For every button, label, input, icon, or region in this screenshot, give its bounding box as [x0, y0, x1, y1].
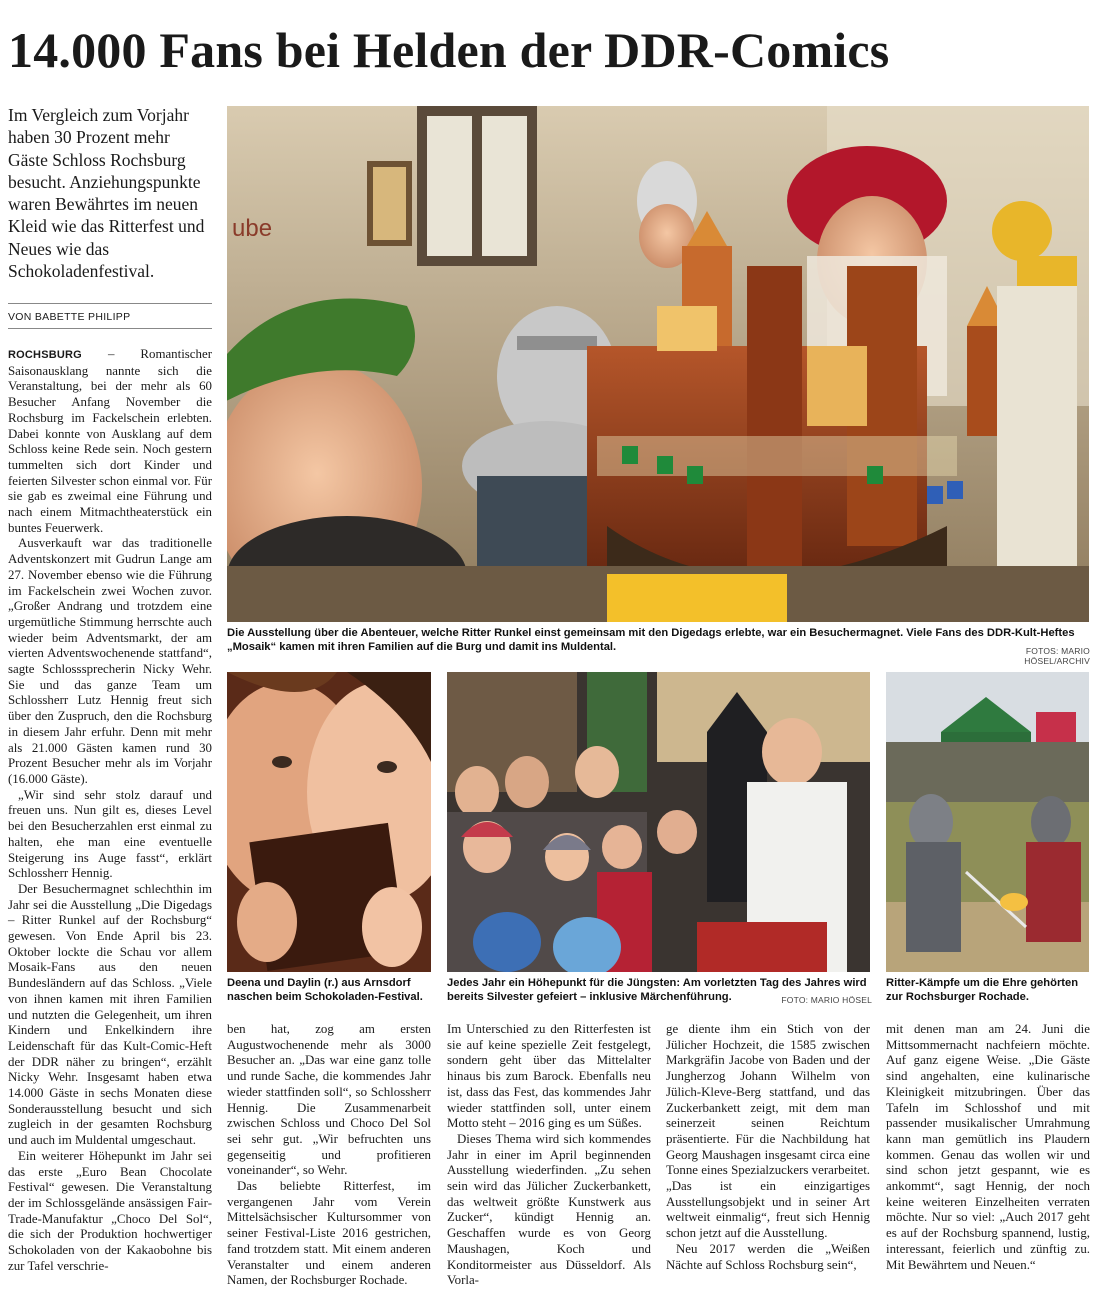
main-photo-credit: FOTOS: MARIO HÖSEL/ARCHIV — [1024, 646, 1090, 666]
byline-divider-top — [8, 303, 212, 304]
byline: VON BABETTE PHILIPP — [8, 311, 131, 323]
photo-sign-text: ube — [232, 215, 273, 242]
lead-paragraph: Im Vergleich zum Vorjahr haben 30 Prozent mehr Gäste Schloss Rochsburg besucht. Anziehungspunkte waren Bewährtes im neuen Kleid wie das Ritterfest und Neues wie das Schokoladenfestival. — [8, 105, 205, 282]
article-paragraph: Neu 2017 werden die „Weißen Nächte auf Schloss Rochsburg sein“, — [666, 1241, 870, 1272]
article-column-1 — [8, 347, 212, 1285]
dateline: ROCHSBURG — [8, 349, 82, 361]
article-column-5 — [886, 1022, 1090, 1286]
article-paragraph: Das beliebte Ritterfest, im vergangenen Jahr vom Verein Mittelsächsischer Kultursommer von seiner Festival-Liste 2016 gestrichen, fand trotzdem statt. Mit einem anderen Veranstalter und einem anderen Namen, der Rochsburger Rochade. — [227, 1179, 431, 1288]
article-paragraph: Dieses Thema wird sich kommendes Jahr in einer im April beginnenden Ausstellung wiederfinden. „Zu sehen sein wird das Jülicher Zuckerbankett, das weltweit größte Kunstwerk aus Zucker“, kündigt Hennig an. Geschaffen wurde es von Georg Maushagen, Koch und Konditormeister aus Düsseldorf. Als Vorla- — [447, 1131, 651, 1288]
article-paragraph: ge diente ihm ein Stich von der Jülicher Hochzeit, die 1585 zwischen Markgräfin Jacobe von Baden und der Jungherzog Johann Wilhelm von Jülich-Kleve-Berg stattfand, und das Zuckerbankett zeigt, mit dem man seinerzeit seinen Reichtum präsentierte. Für die Nachbildung hat Georg Maushagen insgesamt circa eine Tonne eines Spezialzuckers verarbeitet. „Das ist ein einzigartiges Ausstellungsobjekt und in seiner Art weltweit einmalig“, freut sich Hennig schon jetzt auf die Ausstellung. — [666, 1022, 870, 1241]
article-paragraph: Im Unterschied zu den Ritterfesten ist sie auf keine spezielle Zeit festgelegt, sondern geht über das Mittelalter hinaus bis zum Barock. Ebenfalls neu ist, dass das Fest, das kommendes Jahr wieder stattfinden soll, unter einem Motto steht – 2016 ging es um Süßes. — [447, 1022, 651, 1131]
caption-credit: FOTO: MARIO HÖSEL — [781, 995, 872, 1006]
caption-childrens-tour: Jedes Jahr ein Höhepunkt für die Jüngsten: Am vorletzten Tag des Jahres wird bereits Silvester gefeiert – inklusive Märchenführung. FOTO: MARIO HÖSEL — [447, 976, 872, 1008]
article-column-4 — [666, 1022, 870, 1286]
article-paragraph: ben hat, zog am ersten Augustwochenende mehr als 3000 Besucher an. „Das war eine ganz tolle und runde Sache, die kommendes Jahr wieder stattfinden soll“, so Schlossherr Hennig. Die Zusammenarbeit zwischen Schloss und Choco Del Sol sei sehr gut. „Wir befruchten uns gegenseitig und profitieren voneinander“, so Wehr. — [227, 1022, 431, 1178]
article-paragraph: „Wir sind sehr stolz darauf und freuen uns. Nun gilt es, dieses Level bei den Besucherzahlen erst einmal zu halten, ehe man eine eventuelle Steigerung ins Auge fasst“, erklärt Schlossherr Hennig. — [8, 787, 212, 881]
article-paragraph: ROCHSBURG – Romantischer Saisonausklang nannte sich die Veranstaltung, bei der mehr als 60 Besucher Anfang November die Rochsburg im Fackelschein erlebten. Dabei konnte von Ausklang auf dem Schloss keine Rede sein. Noch gestern tummelten sich dort Kinder und feierten Silvester schon einmal vor. Für sie gab es zweimal eine Führung und nach einem Mitmachtheaterstück ein buntes Feuerwerk. — [8, 347, 212, 535]
byline-divider-bottom — [8, 328, 212, 329]
photo-chocolate-festival — [227, 672, 431, 972]
article-column-2 — [227, 1022, 431, 1286]
main-photo-exhibition — [227, 106, 1089, 622]
headline: 14.000 Fans bei Helden der DDR-Comics — [8, 22, 890, 78]
caption-chocolate: Deena und Daylin (r.) aus Arnsdorf naschen beim Schokoladen-Festival. — [227, 977, 423, 1004]
main-photo-caption: Die Ausstellung über die Abenteuer, welche Ritter Runkel einst gemeinsam mit den Digedags erlebte, war ein Besuchermagnet. Viele Fans des DDR-Kult-Heftes „Mosaik“ kamen mit ihren Familien auf die Burg und damit ins Muldental. — [227, 627, 1075, 654]
photo-childrens-tour — [447, 672, 870, 972]
article-paragraph: Ein weiterer Höhepunkt im Jahr sei das erste „Euro Bean Chocolate Festival“ gewesen. Die Veranstaltung der im Schlossgelände ansässigen Fair-Trade-Manufaktur „Choco Del Sol“, die sich der Produktion hochwertiger Schokoladen von der Kakaobohne bis zur Tafel verschrie- — [8, 1148, 212, 1273]
article-column-3 — [447, 1022, 651, 1286]
photo-knight-fight — [886, 672, 1089, 972]
caption-knight-fight: Ritter-Kämpfe um die Ehre gehörten zur Rochsburger Rochade. — [886, 977, 1079, 1004]
article-paragraph: Der Besuchermagnet schlechthin im Jahr sei die Ausstellung „Die Digedags – Ritter Runkel auf der Rochsburg“ gewesen. Von Ende April bis 23. Oktober lockte die Schau vor allem Mosaik-Fans aus den neuen Bundesländern auf das Schloss. „Viele von ihnen kamen mit ihren Familien und nutzten die Gelegenheit, um ihren Kindern und Enkelkindern ihre Leidenschaft für das Kult-Comic-Heft der DDR näher zu bringen“, erzählt Nicky Wehr. Insgesamt haben etwa 14.000 Gäste in sechs Monaten diese Sonderausstellung besucht und sich zugleich in der gesamten Rochsburg und auch im Muldental umgeschaut. — [8, 881, 212, 1148]
article-paragraph: Ausverkauft war das traditionelle Adventskonzert mit Gudrun Lange am 27. November ebenso wie die Führung im Fackelschein zwei Wochen zuvor. „Großer Andrang und trotzdem eine urgemütliche Stimmung herrschte auch wieder beim Adventsmarkt, der am vierten Adventswochenende stattfand“, sagte Schlosssprecherin Nicky Wehr. Sie und das ganze Team um Schlossherr Lutz Hennig freut sich über den Zuspruch, den die Rochsburg in diesem Jahr erfuhr. Denn mit mehr als 21.000 Gästen kamen rund 30 Prozent Besucher mehr als im Vorjahr (16.000 Gäste). — [8, 536, 212, 786]
article-paragraph: mit denen man am 24. Juni die Mittsommernacht nachfeiern möchte. Auf ganz eigene Weise. „Die Gäste sind angehalten, eine kulinarische Kleinigkeit mitzubringen. Über das Tafeln im Schlosshof und mit passender musikalischer Umrahmung kann man gemütlich ins Plaudern kommen. Genau das wollen wir und sind schon jetzt gespannt, wie es ankommt“, sagt Hennig, der noch keine weiteren Einzelheiten verraten möchte. Nur so viel: „Auch 2017 geht es auf der Rochsburg spannend, lustig, interessant, feierlich und zünftig zu. Mit Bewährtem und Neuen.“ — [886, 1022, 1090, 1272]
